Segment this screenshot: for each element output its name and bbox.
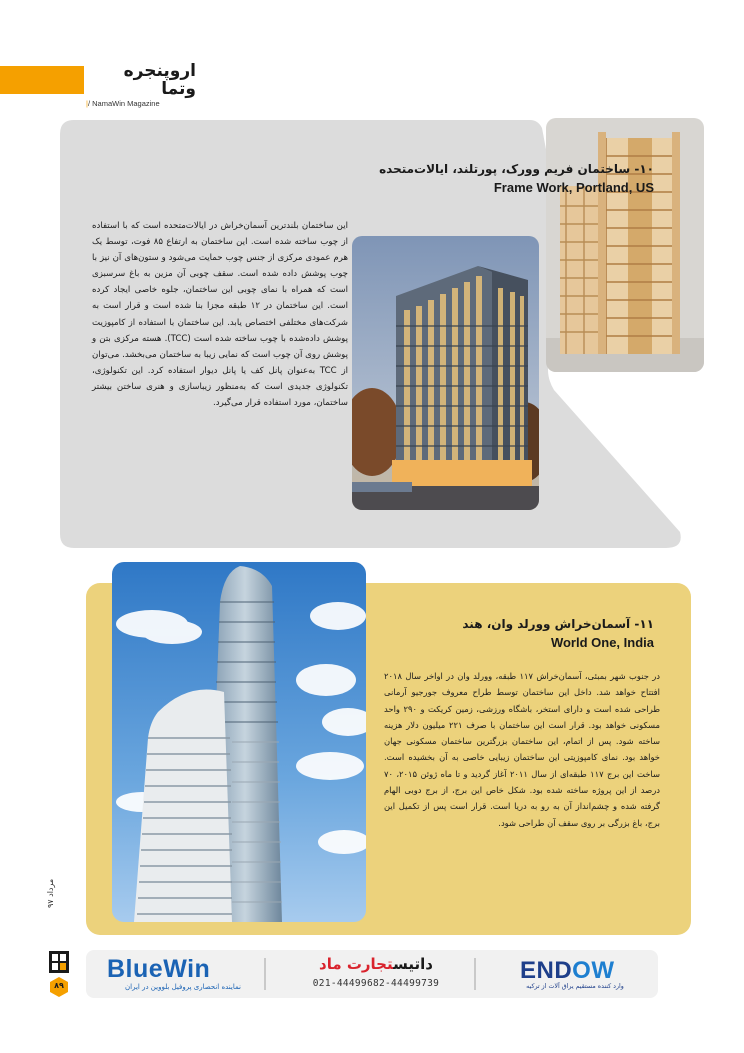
header-accent-bar: [0, 66, 84, 94]
ad-divider: [474, 958, 476, 990]
bluewin-logo-part1: Blue: [107, 955, 164, 983]
section2-title-en: World One, India: [550, 635, 654, 650]
section1-title-fa: ۱۰- ساختمان فریم وورک، پورتلند، ایالات‌متحده: [379, 162, 654, 176]
bluewin-logo[interactable]: [107, 955, 210, 984]
page-number: ۸۹: [54, 981, 64, 990]
wooden-structure-model-image: [546, 118, 704, 372]
page-number-badge: [50, 977, 68, 997]
magazine-logo: [86, 61, 196, 108]
section1-title-en: Frame Work, Portland, US: [493, 180, 654, 195]
world-one-tower-photo: [112, 562, 366, 922]
endow-logo-part1: END: [520, 957, 573, 984]
ad-divider: [264, 958, 266, 990]
datis-name-red: تجارت ماد: [319, 955, 394, 973]
section2-body-text: در جنوب شهر بمبئی، آسمان‌خراش ۱۱۷ طبقه، وورلد وان در اواخر سال ۲۰۱۸ افتتاح خواهد شد. داخل این ساختمان توسط طراح معروف جورجیو آرمانی طراحی شده است و دارای استخر، باشگاه ورزشی، زمین کریکت و ۲۹۰ واحد مسکونی خواهد بود. قرار است این ساختمان با صرف ۲۲۱ میلیون دلار هزینه ساخته شود. پس از اتمام، این ساختمان بزرگترین ساختمان مسکونی جهان خواهد بود. نمای کامپوزیتی این ساختمان زیبایی خاصی به آن بخشیده است. ساخت این برج ۱۱۷ طبقه‌ای از سال ۲۰۱۱ آغاز گردید و تا ماه ژوئن ۲۰۱۵، ۷۰ درصد از این پروژه ساخته شده بود. شکل خاص این برج، از برج دوبی الهام گرفته شده و چشم‌انداز آن به رو به دریا است. قرار است پس از تکمیل این برج، باغ بزرگی بر روی سقف آن طراحی شود.: [384, 671, 660, 828]
section2-title-fa: ۱۱- آسمان‌خراش وورلد وان، هند: [462, 617, 654, 631]
datis-name-black: داتیس: [393, 955, 433, 973]
frame-work-building-photo: [352, 236, 539, 510]
magazine-logo-fa: اروپنجره وتما: [123, 61, 196, 99]
magazine-logo-en: |/ NamaWin Magazine: [86, 99, 160, 108]
endow-tagline: وارد کننده مستقیم یراق آلات از ترکیه: [526, 983, 624, 990]
datis-phone: 021-44499682-44499739: [312, 978, 440, 989]
issue-date: مرداد ۹۷: [46, 878, 55, 908]
bluewin-tagline: نماینده انحصاری پروفیل بلووین در ایران: [125, 983, 241, 991]
bluewin-logo-part2: Win: [163, 955, 211, 983]
endow-logo-part2: OW: [572, 957, 615, 984]
section1-body-text: این ساختمان بلندترین آسمان‌خراش در ایالات‌متحده است که با استفاده از چوب ساخته شده است. این ساختمان به ارتفاع ۸۵ فوت، توسط یک هرم عمودی مرکزی از جنس چوب حمایت می‌شود و ستون‌های آن نیز با چوب پوشش داده شده است. سقف چوبی آن مزین به باغ سرسبزی است که همراه با نمای چوبی این ساختمان، جلوه خاصی ایجاد کرده است. این ساختمان در ۱۲ طبقه مجزا بنا شده است و قرار است به شرکت‌های مختلفی اختصاص یابد. این ساختمان با استفاده از کامپوزیت پوشش داده‌شده با چوب ساخته شده است (TCC). هسته مرکزی بتن و پوشش روی آن چوب است که نمایی زیبا به ساختمان می‌بخشد. می‌توان از TCC به‌عنوان پانل کف یا پانل دیوار استفاده کرد. این تکنولوژی، تکنولوژی جدیدی است که به‌منظور زیباسازی و هنری ساختن بیشتر ساختمان، مورد استفاده قرار می‌گیرد.: [92, 221, 348, 409]
endow-logo[interactable]: [520, 957, 615, 985]
datis-logo[interactable]: [286, 955, 466, 973]
window-icon: [48, 950, 70, 974]
magazine-logo-en-text: NamaWin Magazine: [92, 99, 160, 108]
